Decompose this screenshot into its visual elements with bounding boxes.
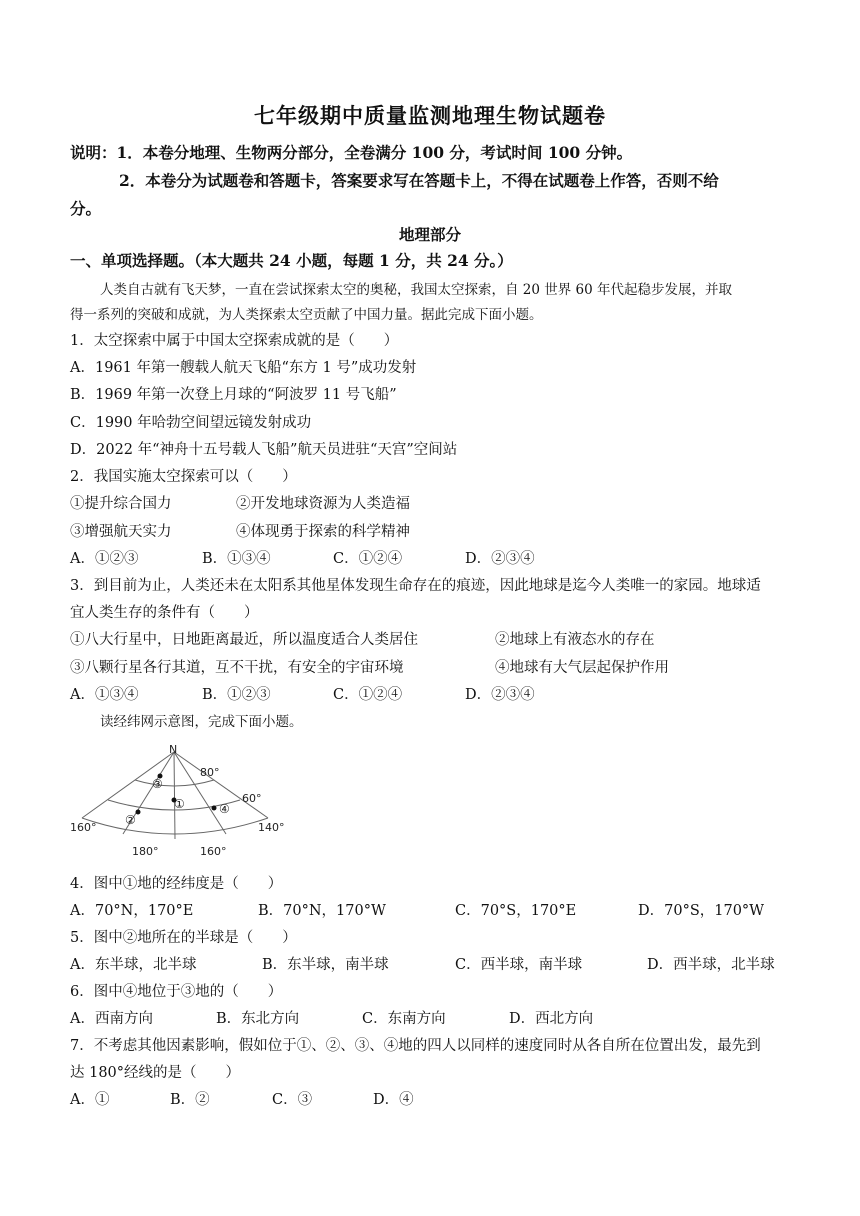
q3-option-c: C．①②④: [333, 687, 403, 703]
q6-stem: 6．图中④地位于③地的（ ）: [70, 984, 283, 1000]
part1-title: 一、单项选择题。（本大题共 24 小题，每题 1 分，共 24 分。）: [70, 251, 513, 270]
q2-stem: 2．我国实施太空探索可以（ ）: [70, 469, 297, 485]
q3-option-d: D．②③④: [465, 687, 535, 703]
notes-line-1: 说明：1．本卷分地理、生物两分部分，全卷满分 100 分，考试时间 100 分钟。: [70, 143, 633, 162]
q6-option-d: D．西北方向: [509, 1011, 594, 1027]
q7-option-b: B．②: [170, 1092, 210, 1108]
map-label-lon180: 180°: [132, 845, 159, 858]
q3-stem-line-2: 宜人类生存的条件有（ ）: [70, 605, 259, 621]
q5-option-d: D．西半球，北半球: [647, 957, 775, 973]
q6-option-b: B．东北方向: [216, 1011, 300, 1027]
q1-stem: 1．太空探索中属于中国太空探索成就的是（ ）: [70, 333, 399, 349]
intro1-line-1: 人类自古就有飞天梦，一直在尝试探索太空的奥秘，我国太空探索，自 20 世界 60 年代起稳步发展，并取: [100, 282, 733, 298]
q1-option-d: D．2022 年“神舟十五号载人飞船”航天员进驻“天宫”空间站: [70, 442, 458, 458]
q4-option-a: A．70°N，170°E: [70, 903, 194, 919]
q7-option-a: A．①: [70, 1092, 110, 1108]
q4-option-b: B．70°N，170°W: [258, 903, 386, 919]
q7-option-d: D．④: [373, 1092, 414, 1108]
map-label-north: N: [169, 743, 178, 756]
q2-option-c: C．①②④: [333, 551, 403, 567]
q5-option-a: A．东半球，北半球: [70, 957, 197, 973]
q6-option-a: A．西南方向: [70, 1011, 153, 1027]
section-title: 地理部分: [398, 225, 461, 244]
q2-option-a: A．①②③: [70, 551, 139, 567]
notes-line-3: 分。: [70, 199, 102, 218]
map-point-4: ④: [219, 802, 230, 816]
q7-option-c: C．③: [272, 1092, 313, 1108]
q2-option-b: B．①③④: [202, 551, 271, 567]
q5-option-b: B．东半球，南半球: [262, 957, 389, 973]
q3-option-b: B．①②③: [202, 687, 271, 703]
q4-option-c: C．70°S，170°E: [455, 903, 577, 919]
q3-option-a: A．①③④: [70, 687, 139, 703]
map-point-3: ③: [152, 777, 163, 791]
q2-statement-3: ③增强航天实力: [70, 524, 172, 540]
q4-option-d: D．70°S，170°W: [638, 903, 765, 919]
intro2: 读经纬网示意图，完成下面小题。: [100, 714, 303, 730]
q2-statement-4: ④体现勇于探索的科学精神: [236, 524, 410, 540]
q1-option-c: C．1990 年哈勃空间望远镜发射成功: [70, 415, 312, 431]
map-label-lon140: 140°: [258, 821, 285, 834]
q2-option-d: D．②③④: [465, 551, 535, 567]
graticule-map: [68, 742, 288, 860]
map-label-lon160e: 160°: [200, 845, 227, 858]
q2-statement-1: ①提升综合国力: [70, 496, 172, 512]
notes-line-2: 2．本卷分为试题卷和答题卡，答案要求写在答题卡上，不得在试题卷上作答，否则不给: [119, 171, 719, 190]
intro1-line-2: 得一系列的突破和成就，为人类探索太空贡献了中国力量。据此完成下面小题。: [70, 307, 543, 323]
q1-option-a: A．1961 年第一艘载人航天飞船“东方 1 号”成功发射: [70, 360, 417, 376]
page-title: 七年级期中质量监测地理生物试题卷: [254, 103, 606, 128]
map-point-2: ②: [125, 813, 136, 827]
map-label-lat60: 60°: [242, 792, 262, 805]
q7-stem-line-1: 7．不考虑其他因素影响，假如位于①、②、③、④地的四人以同样的速度同时从各自所在位置出发，最先到: [70, 1038, 761, 1054]
map-point-1: ①: [174, 797, 185, 811]
q5-stem: 5．图中②地所在的半球是（ ）: [70, 930, 297, 946]
q3-statement-2: ②地球上有液态水的存在: [495, 632, 655, 648]
q4-stem: 4．图中①地的经纬度是（ ）: [70, 876, 283, 892]
q2-statement-2: ②开发地球资源为人类造福: [236, 496, 410, 512]
q3-statement-3: ③八颗行星各行其道，互不干扰，有安全的宇宙环境: [70, 660, 404, 676]
q7-stem-line-2: 达 180°经线的是（ ）: [70, 1065, 241, 1081]
q6-option-c: C．东南方向: [362, 1011, 446, 1027]
q1-option-b: B．1969 年第一次登上月球的“阿波罗 11 号飞船”: [70, 387, 397, 403]
q3-stem-line-1: 3．到目前为止，人类还未在太阳系其他星体发现生命存在的痕迹，因此地球是迄今人类唯一的家园。地球适: [70, 578, 761, 594]
map-label-lat80: 80°: [200, 766, 220, 779]
q3-statement-4: ④地球有大气层起保护作用: [495, 660, 669, 676]
map-label-lon160w: 160°: [70, 821, 97, 834]
q3-statement-1: ①八大行星中，日地距离最近，所以温度适合人类居住: [70, 632, 418, 648]
q5-option-c: C．西半球，南半球: [455, 957, 583, 973]
